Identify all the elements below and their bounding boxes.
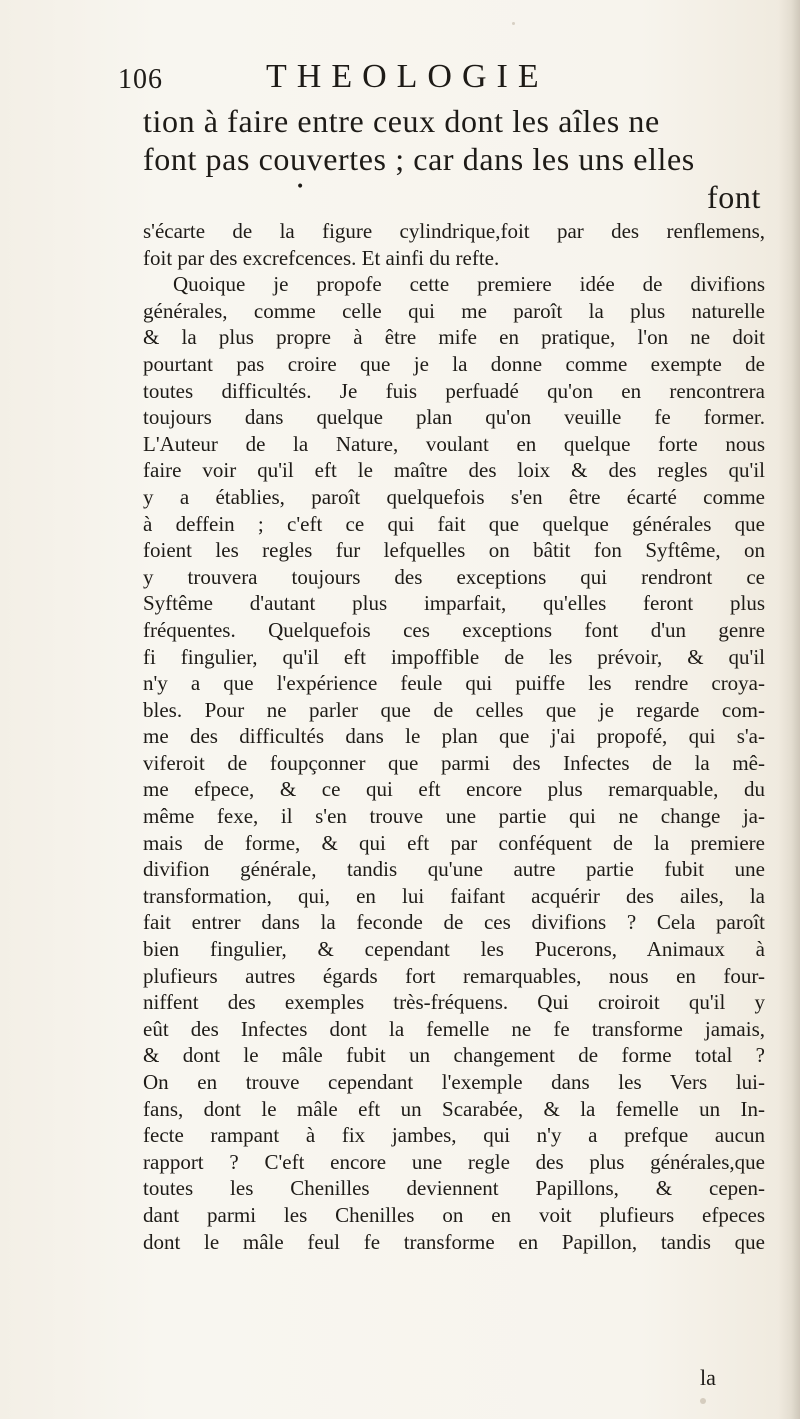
text-line: toutes difficultés. Je fuis perfuadé qu'on en rencontrera [143,378,765,403]
large-line: font [707,179,761,215]
catchword: la [700,1365,716,1390]
text-line: toutes les Chenilles deviennent Papillons, & cepen- [143,1176,765,1201]
text-line: faire voir qu'il eft le maître des loix & des regles qu'il [143,458,765,483]
text-line: Quoique je propofe cette premiere idée de divifions [173,272,765,297]
text-line: foient les regles fur lefquelles on bâtit fon Syftême, on [143,538,765,563]
text-line: fecte rampant à fix jambes, qui n'y a prefque aucun [143,1123,765,1148]
text-line: divifion générale, tandis qu'une autre partie fubit une [143,857,765,882]
text-line: & la plus propre à être mife en pratique, l'on ne doit [143,325,765,350]
text-line: L'Auteur de la Nature, voulant en quelque forte nous [143,431,765,456]
text-line: à deffein ; c'eft ce qui fait que quelque générales que [143,511,765,536]
text-line: pourtant pas croire que je la donne comme exempte de [143,351,765,376]
text-line: s'écarte de la figure cylindrique,foit par des renflemens, [143,219,765,243]
text-line: eût des Infectes dont la femelle ne fe transforme jamais, [143,1016,765,1041]
text-line: y trouvera toujours des exceptions qui rendront ce [143,564,765,589]
text-line: foit par des excrefcences. Et ainfi du refte. [143,245,500,270]
text-line: générales, comme celle qui me paroît la plus naturelle [143,298,765,323]
text-line: bien fingulier, & cependant les Pucerons, Animaux à [143,937,765,962]
text-line: toujours dans quelque plan qu'on veuille fe former. [143,405,765,430]
text-line: y a établies, paroît quelquefois s'en être écarté comme [143,484,765,509]
text-line: me des difficultés dans le plan que j'ai propofé, qui s'a- [143,724,765,749]
text-line: fi fingulier, qu'il eft impoffible de les prévoir, & qu'il [143,644,765,669]
running-head: THEOLOGIE [266,58,549,95]
page-number: 106 [118,64,163,95]
ornament-dot: • [296,179,305,195]
text-line: me efpece, & ce qui eft encore plus remarquable, du [143,777,765,802]
paper-speck [512,22,515,25]
page-edge-shadow [778,0,800,1419]
large-type-lines [143,102,763,216]
text-line: On en trouve cependant l'exemple dans les Vers lui- [143,1070,765,1094]
text-line: viferoit de foupçonner que parmi des Infectes de la mê- [143,750,765,775]
text-line: plufieurs autres égards fort remarquables, nous en four- [143,963,765,988]
paper-speck [700,1398,706,1404]
text-line: bles. Pour ne parler que de celles que je regarde com- [143,697,765,722]
text-line: dant parmi les Chenilles on en voit plufieurs efpeces [143,1202,765,1227]
text-line: même fexe, il s'en trouve une partie qui ne change ja- [143,804,765,829]
page-header [118,58,718,98]
text-line: niffent des exemples très-fréquens. Qui croiroit qu'il y [143,990,765,1015]
text-line: mais de forme, & qui eft par conféquent de la premiere [143,830,765,855]
text-line: & dont le mâle fubit un changement de forme total ? [143,1043,765,1068]
body-text [143,218,765,1255]
large-line: font pas couvertes ; car dans les uns elles [143,141,695,177]
text-line: transformation, qui, en lui faifant acquérir des ailes, la [143,883,765,908]
text-line: fans, dont le mâle eft un Scarabée, & la femelle un In- [143,1096,765,1121]
text-line: n'y a que l'expérience feule qui puiffe les rendre croya- [143,671,765,696]
text-line: dont le mâle feul fe transforme en Papillon, tandis que [143,1229,765,1254]
text-line: Syftême d'autant plus imparfait, qu'elles feront plus [143,591,765,616]
text-line: fréquentes. Quelquefois ces exceptions font d'un genre [143,617,765,642]
text-line: fait entrer dans la feconde de ces divifions ? Cela paroît [143,910,765,935]
text-line: rapport ? C'eft encore une regle des plus générales,que [143,1149,765,1174]
large-line: tion à faire entre ceux dont les aîles ne [143,103,660,139]
